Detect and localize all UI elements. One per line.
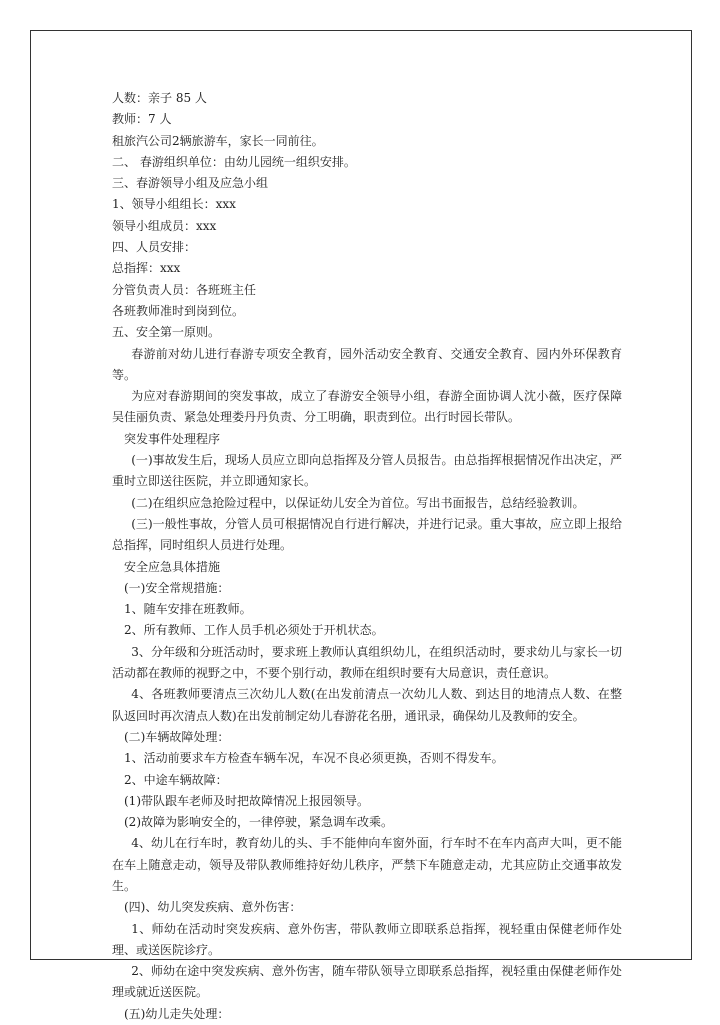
text-line: 2、所有教师、工作人员手机必须处于开机状态。: [124, 623, 384, 638]
paragraph: 1、师幼在活动时突发疾病、意外伤害，带队教师立即联系总指挥，视轻重由保健老师作处理、或送医院诊疗。: [112, 921, 622, 957]
document-body: [112, 88, 622, 1025]
text-line: 1、随车安排在班教师。: [124, 602, 252, 617]
text-line: 各班教师准时到岗到位。: [112, 303, 245, 318]
paragraph: 2、师幼在途中突发疾病、意外伤害，随车带队领导立即联系总指挥，视轻重由保健老师作处理或就近送医院。: [112, 964, 622, 1000]
text-line: 总指挥：xxx: [112, 261, 181, 276]
text-line: 1、活动前要求车方检查车辆车况，车况不良必须更换，否则不得发车。: [124, 751, 504, 766]
text-line: 五、安全第一原则。: [112, 325, 221, 340]
text-line: (四)、幼儿突发疾病、意外伤害：: [124, 900, 302, 915]
text-line: (二)车辆故障处理：: [124, 729, 230, 744]
text-line: 安全应急具体措施: [124, 559, 221, 574]
text-line: (1)带队跟车老师及时把故障情况上报园领导。: [124, 793, 369, 808]
text-line: 领导小组成员：xxx: [112, 218, 217, 233]
text-line: 2、中途车辆故障：: [124, 772, 228, 787]
text-line: 突发事件处理程序: [124, 431, 221, 446]
paragraph: 4、各班教师要清点三次幼儿人数(在出发前清点一次幼儿人数、到达目的地清点人数、在整队返回时再次清点人数)在出发前制定幼儿春游花名册，通讯录，确保幼儿及教师的安全。: [112, 687, 622, 723]
text-line: (一)安全常规措施：: [124, 580, 230, 595]
text-line: 分管负责人员：各班班主任: [112, 282, 257, 297]
text-line: 三、春游领导小组及应急小组: [112, 176, 269, 191]
text-line: 租旅汽公司2辆旅游车，家长一同前往。: [112, 133, 324, 148]
text-line: (五)幼儿走失处理：: [124, 1006, 230, 1021]
text-line: 四、人员安排：: [112, 240, 197, 255]
paragraph: 4、幼儿在行车时，教育幼儿的头、手不能伸向车窗外面，行车时不在车内高声大叫，更不能在车上随意走动，领导及带队教师维持好幼儿秩序，严禁下车随意走动，尤其应防止交通事故发生。: [112, 836, 622, 893]
paragraph: 为应对春游期间的突发事故，成立了春游安全领导小组，春游全面协调人沈小薇，医疗保障吴佳丽负责、紧急处理娄丹丹负责、分工明确，职责到位。出行时园长带队。: [112, 389, 622, 425]
text-line: (2)故障为影响安全的，一律停驶，紧急调车改乘。: [124, 815, 393, 830]
paragraph: (三)一般性事故，分管人员可根据情况自行进行解决，并进行记录。重大事故，应立即上报给总指挥，同时组织人员进行处理。: [112, 516, 622, 553]
paragraph: (二)在组织应急抢险过程中，以保证幼儿安全为首位。写出书面报告，总结经验教训。: [131, 495, 585, 510]
text-line: 1、领导小组组长：xxx: [112, 197, 236, 212]
paragraph: 3、分年级和分班活动时，要求班上教师认真组织幼儿，在组织活动时，要求幼儿与家长一切活动都在教师的视野之中，不要个别行动，教师在组织时要有大局意识，责任意识。: [112, 644, 622, 681]
paragraph: 春游前对幼儿进行春游专项安全教育，园外活动安全教育、交通安全教育、园内外环保教育等。: [112, 346, 622, 382]
paragraph: (一)事故发生后，现场人员应立即向总指挥及分管人员报告。由总指挥根据情况作出决定，严重时立即送往医院，并立即通知家长。: [112, 453, 622, 489]
text-line: 人数：亲子 85 人: [112, 91, 207, 105]
text-line: 二、 春游组织单位：由幼儿园统一组织安排。: [112, 154, 356, 169]
text-line: 教师：7 人: [112, 112, 172, 127]
